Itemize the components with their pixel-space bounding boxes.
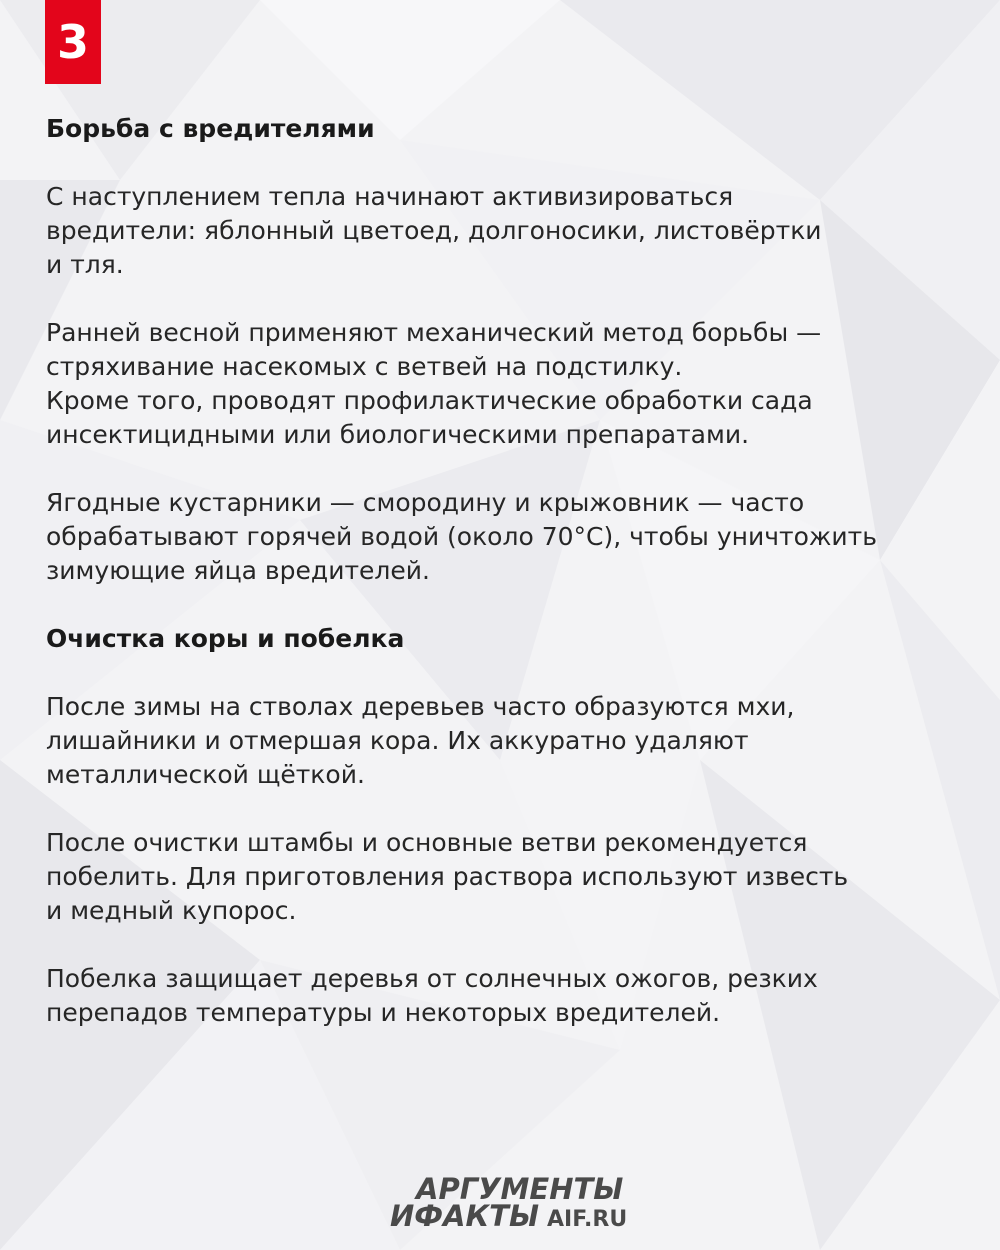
paragraph: После зимы на стволах деревьев часто образуются мхи, лишайники и отмершая кора. Их аккуратно удаляют металлической щёткой.: [46, 692, 795, 789]
logo-site: AIF.RU: [547, 1207, 628, 1232]
paragraph: Побелка защищает деревья от солнечных ожогов, резких перепадов температуры и некоторых вредителей.: [46, 964, 818, 1027]
paragraph: Ранней весной применяют механический метод борьбы — стряхивание насекомых с ветвей на подстилку. Кроме того, проводят профилактические обработки сада инсектицидными или биологическими препаратами.: [46, 318, 822, 449]
paragraph: Ягодные кустарники — смородину и крыжовник — часто обрабатывают горячей водой (около 70°С), чтобы уничтожить зимующие яйца вредителей.: [46, 488, 877, 585]
paragraph: С наступлением тепла начинают активизироваться вредители: яблонный цветоед, долгоносики, листовёртки и тля.: [46, 182, 822, 279]
article-content: [46, 112, 956, 1030]
section-heading-pests: Борьба с вредителями: [46, 114, 375, 143]
logo-line2: [390, 1199, 628, 1233]
aif-logo: [390, 1172, 628, 1233]
logo-line2-text: ИФАКТЫ: [390, 1199, 540, 1233]
logo-line1: АРГУМЕНТЫ: [416, 1172, 624, 1206]
page-number-badge: 3: [45, 0, 101, 84]
paragraph: После очистки штамбы и основные ветви рекомендуется побелить. Для приготовления раствора используют известь и медный купорос.: [46, 828, 849, 925]
section-heading-bark: Очистка коры и побелка: [46, 624, 405, 653]
